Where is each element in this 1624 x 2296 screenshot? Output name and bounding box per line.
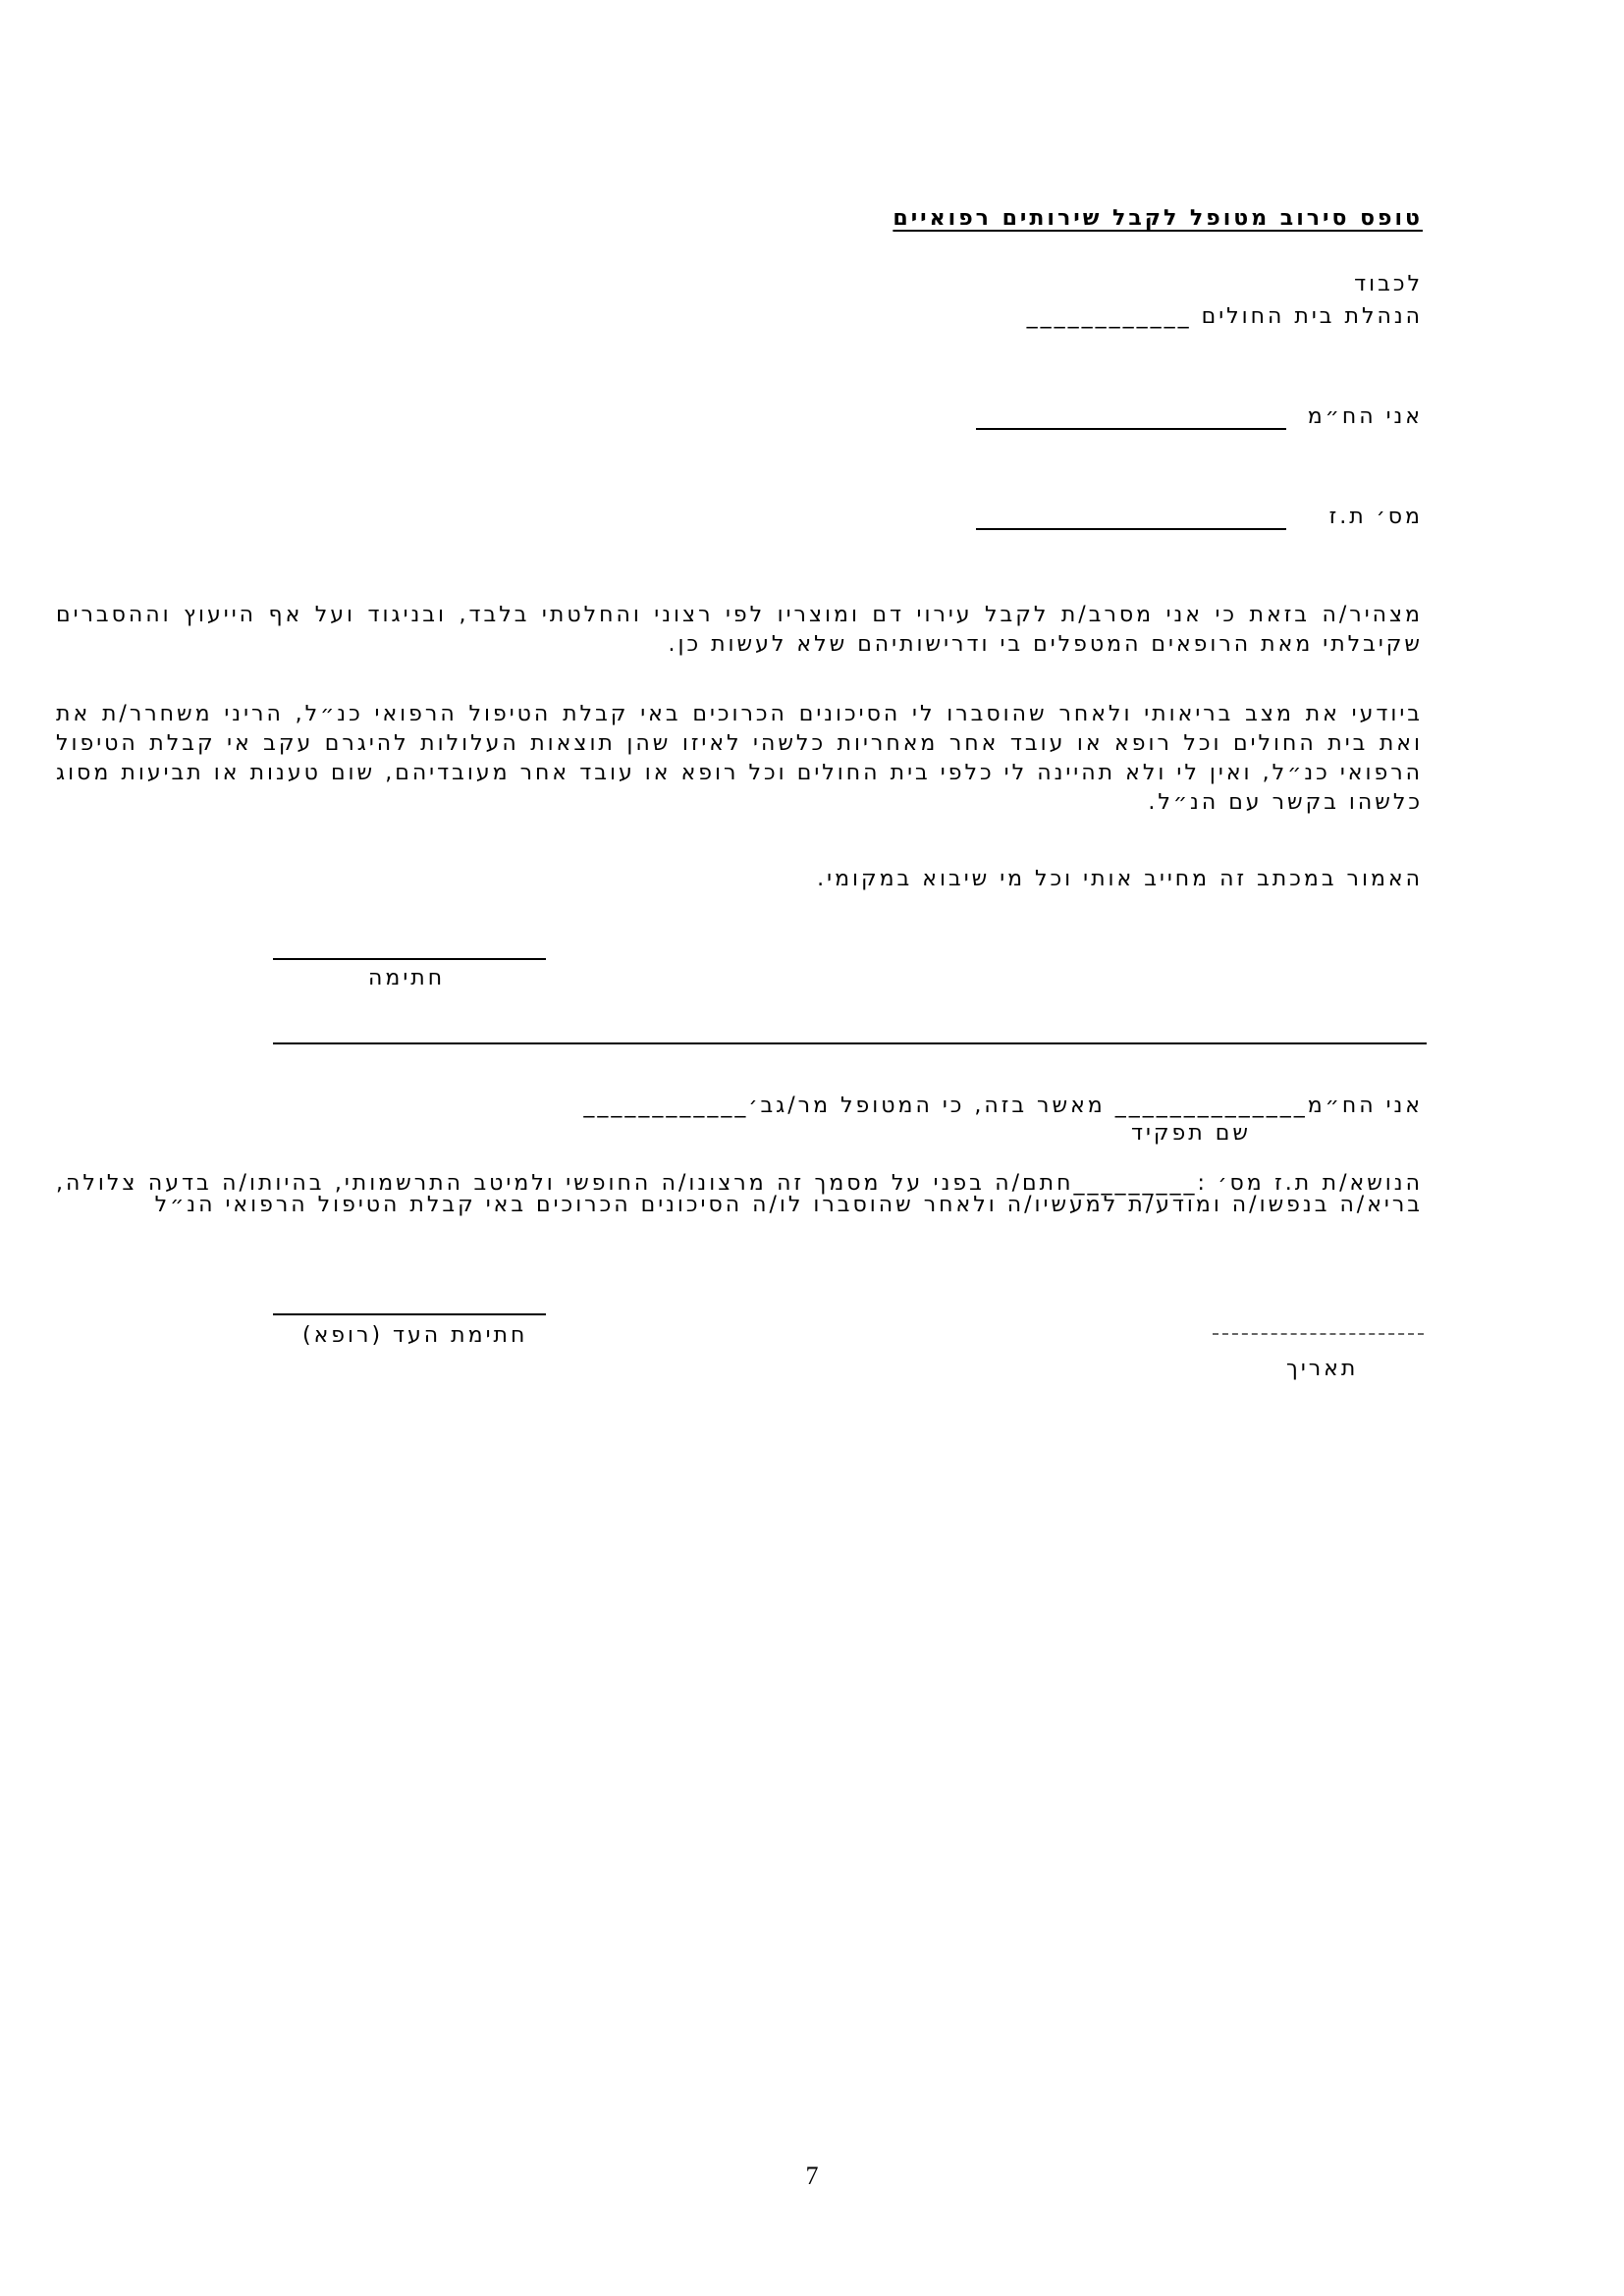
date-blank[interactable] bbox=[1213, 1333, 1424, 1335]
section-divider bbox=[273, 1042, 1427, 1044]
id-number-blank[interactable] bbox=[976, 528, 1286, 530]
name-role-label: שם תפקיד bbox=[1131, 1121, 1251, 1146]
witness-signature-label: חתימת העד (רופא) bbox=[302, 1323, 528, 1348]
signer-name-label: אני הח״מ bbox=[1307, 404, 1423, 429]
form-title: טופס סירוב מטופל לקבל שירותים רפואיים bbox=[893, 206, 1423, 231]
date-label: תאריך bbox=[1286, 1357, 1359, 1381]
declaration-paragraph: מצהיר/ה בזאת כי אני מסרב/ת לקבל עירוי דם ומוצריו לפי רצוני והחלטתי בלבד, ובניגוד ועל אף הייעוץ וההסברים שקיבלתי מאת הרופאים המטפלים בי ודרישותיהם שלא לעשות כן. bbox=[56, 603, 1423, 657]
signer-name-blank[interactable] bbox=[976, 428, 1286, 430]
page-number: 7 bbox=[805, 2162, 819, 2190]
id-number-label: מס׳ ת.ז bbox=[1328, 505, 1423, 529]
witness-signature-line[interactable] bbox=[273, 1313, 546, 1315]
release-paragraph: ביודעי את מצב בריאותי ולאחר שהוסברו לי הסיכונים הכרוכים באי קבלת הטיפול הרפואי כנ״ל, הריני משחרר/ת את ואת בית החולים וכל רופא או עובד אחר מאחריות כלשהי לאיזו שהן תוצאות העלולות להיגרם עקב אי קבלת הטיפול הרפואי כנ״ל, ואין לי ולא תהיינה לי כלפי בית החולים וכל רופא או עובד אחר מעובדיהם, שום טענות או תביעות מסוג כלשהו בקשר עם הנ״ל. bbox=[56, 702, 1423, 815]
signature-label: חתימה bbox=[368, 966, 446, 990]
witness-paragraph: הנושא/ת ת.ז מס׳ :_________חתם/ה בפני על מסמך זה מרצונו/ה החופשי ולמיטב התרשמותי, בהיותו/ה בדעה צלולה, בריא/ה בנפשו/ה ומודע/ת למעשיו/ה ולאחר שהוסברו לו/ה הסיכונים הכרוכים באי קבלת הטיפול הרפואי הנ״ל bbox=[56, 1171, 1423, 1217]
patient-signature-line[interactable] bbox=[273, 958, 546, 960]
greeting: לכבוד bbox=[1354, 272, 1423, 296]
binding-statement: האמור במכתב זה מחייב אותי וכל מי שיבוא במקומי. bbox=[817, 867, 1423, 891]
hospital-management-line: הנהלת בית החולים ____________ bbox=[1026, 304, 1423, 329]
doctor-statement: אני הח״מ______________ מאשר בזה, כי המטופל מר/גב׳____________ bbox=[583, 1094, 1423, 1118]
